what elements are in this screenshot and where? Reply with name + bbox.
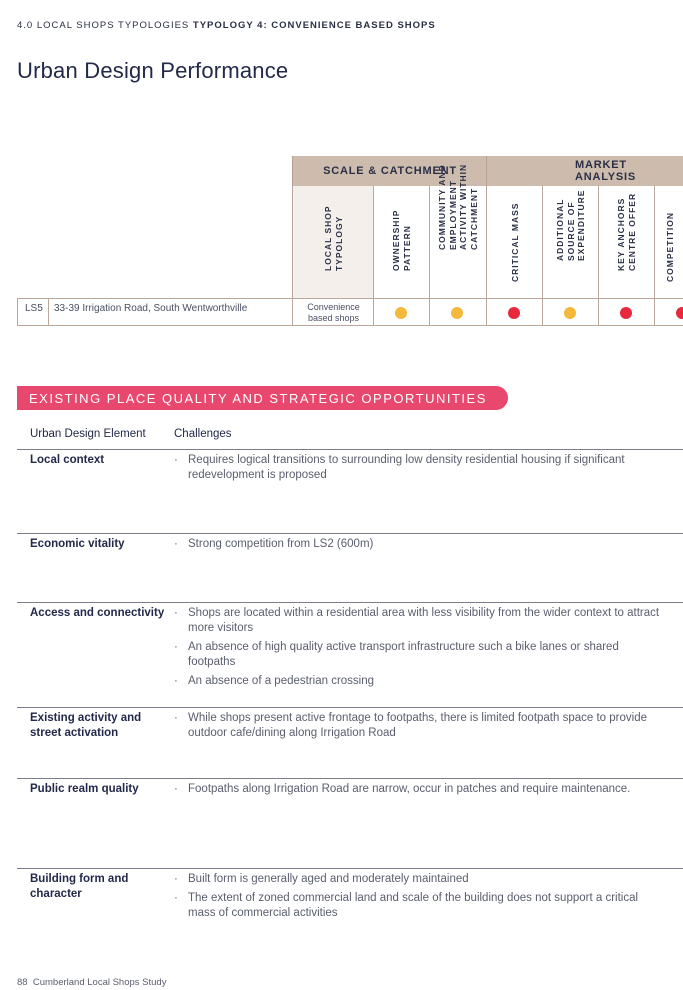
rating-dot-red [620, 307, 632, 319]
row-divider [17, 449, 683, 450]
column-label: LOCAL SHOP TYPOLOGY [322, 205, 343, 271]
rating-dot-red [508, 307, 520, 319]
rating-dot-amber [451, 307, 463, 319]
row-divider [17, 778, 683, 779]
row-address-cell [48, 299, 293, 325]
element-building-form: Building form and character [30, 873, 129, 900]
running-header [17, 20, 436, 31]
column-header [542, 186, 599, 298]
row-typology-cell [292, 299, 374, 325]
challenge-item: · Requires logical transitions to surrounding low density residential housing if significant redevelopment is proposed [174, 453, 667, 483]
row-divider [17, 602, 683, 603]
challenge-item: · Strong competition from LS2 (600m) [174, 537, 667, 552]
row-divider [17, 868, 683, 869]
row-divider [17, 707, 683, 708]
page-title: Urban Design Performance [17, 58, 289, 83]
column-label: COMMUNITY AND EMPLOYMENT ACTIVITY WITHIN CATCHMENT [436, 163, 478, 250]
document-name: Cumberland Local Shops Study [32, 977, 167, 988]
challenge-item: · While shops present active frontage to footpaths, there is limited footpath space to provide outdoor cafe/dining along Irrigation Road [174, 711, 667, 741]
rating-dot-amber [395, 307, 407, 319]
column-label: ADDITIONAL SOURCE OF EXPENDITURE [555, 189, 586, 261]
row-id-cell [17, 299, 49, 325]
group-scale-catchment: SCALE & CATCHMENT [292, 156, 487, 186]
column-header [598, 186, 655, 298]
challenge-item: · Footpaths along Irrigation Road are narrow, occur in patches and require maintenance. [174, 782, 667, 797]
column-label: OWNERSHIP PATTERN [391, 209, 412, 271]
challenges-existing-activity [174, 711, 667, 745]
element-economic-vitality: Economic vitality [30, 538, 125, 550]
column-label: CRITICAL MASS [510, 202, 520, 282]
element-access-connectivity: Access and connectivity [30, 607, 165, 619]
challenge-item: · Shops are located within a residential area with less visibility from the wider context to attract more visitors [174, 606, 667, 636]
challenge-item: · An absence of high quality active transport infrastructure such a bike lanes or shared footpaths [174, 640, 667, 670]
col2-header: Challenges [174, 428, 232, 440]
row-id: LS5 [25, 303, 43, 314]
column-header [654, 186, 683, 298]
column-header [429, 163, 487, 298]
challenges-economic-vitality [174, 537, 667, 556]
element-public-realm: Public realm quality [30, 783, 139, 795]
row-typology-line2: based shops [307, 313, 360, 323]
column-header [486, 186, 543, 298]
section-banner: EXISTING PLACE QUALITY AND STRATEGIC OPPORTUNITIES [17, 386, 508, 410]
header-section: 4.0 LOCAL SHOPS TYPOLOGIES [17, 20, 190, 31]
rating-dot-amber [564, 307, 576, 319]
element-existing-activity: Existing activity and street activation [30, 712, 142, 739]
col1-header: Urban Design Element [30, 428, 146, 440]
challenge-item: · The extent of zoned commercial land and scale of the building does not support a critical mass of commercial activities [174, 891, 667, 921]
challenges-local-context [174, 453, 667, 487]
column-label: KEY ANCHORS CENTRE OFFER [616, 192, 637, 271]
row-typology-line1: Convenience [307, 302, 360, 312]
group-market-analysis: MARKET ANALYSIS [486, 156, 683, 186]
challenge-item: · An absence of a pedestrian crossing [174, 674, 667, 689]
challenges-public-realm [174, 782, 667, 801]
column-label: COMPETITION [664, 211, 675, 282]
challenges-access-connectivity [174, 606, 667, 693]
page-number: 88 [17, 977, 28, 988]
challenges-building-form [174, 872, 667, 925]
rating-dot-red [676, 307, 683, 319]
row-divider [17, 533, 683, 534]
page-footer [17, 977, 166, 988]
column-header [292, 186, 374, 298]
header-typology: TYPOLOGY 4: CONVENIENCE BASED SHOPS [192, 20, 436, 31]
column-header [373, 186, 430, 298]
row-bottom-rule [17, 325, 683, 326]
row-address: 33-39 Irrigation Road, South Wentworthville [54, 303, 248, 314]
challenge-item: · Built form is generally aged and moderately maintained [174, 872, 667, 887]
element-local-context: Local context [30, 454, 105, 466]
